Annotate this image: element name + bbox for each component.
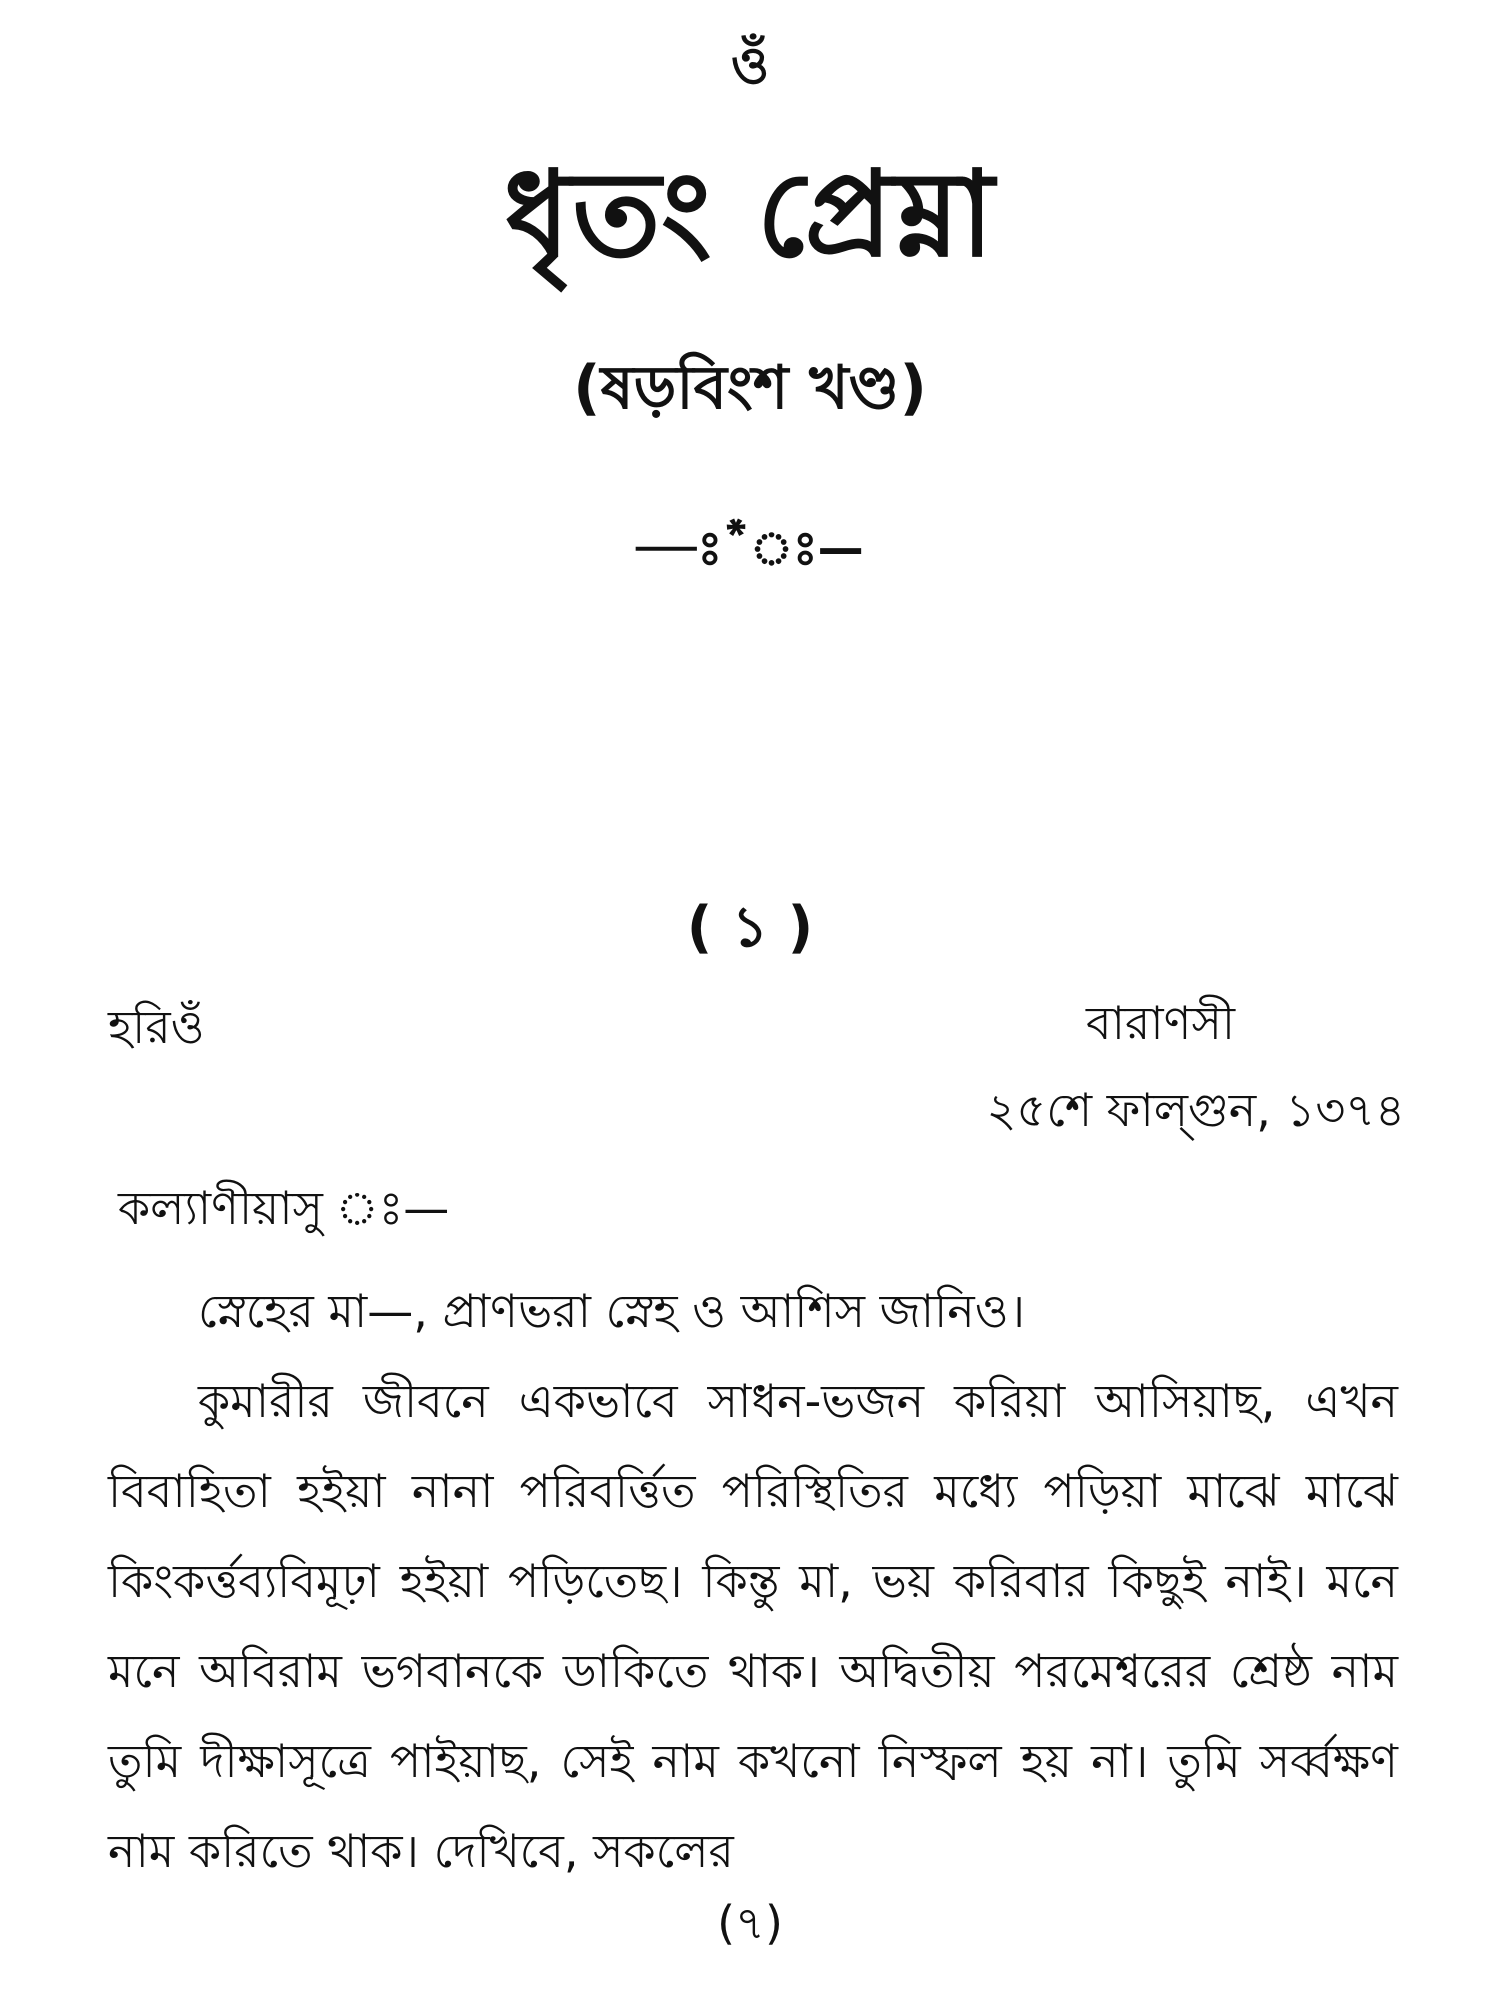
paragraph-main: কুমারীর জীবনে একভাবে সাধন-ভজন করিয়া আসিয়াছ, এখন বিবাহিতা হইয়া নানা পরিবর্ত্তিত পরিস্থিতির মধ্যে পড়িয়া মাঝে মাঝে কিংকর্ত্তব্যবিমূঢ়া হইয়া পড়িতেছ। কিন্তু মা, ভয় করিবার কিছুই নাই। মনে মনে অবিরাম ভগবানকে ডাকিতে থাক। অদ্বিতীয় পরমেশ্বরের শ্রেষ্ঠ নাম তুমি দীক্ষাসূত্রে পাইয়াছ, সেই নাম কখনো নিস্ফল হয় না। তুমি সর্ব্বক্ষণ নাম করিতে থাক। দেখিবে, সকলের bbox=[108, 1374, 1398, 1878]
letter-body bbox=[108, 1266, 1398, 1896]
letter-addressee: কল্যাণীয়াসু ঃ— bbox=[118, 1181, 450, 1235]
letter-date: ২৫শে ফাল্গুন, ১৩৭৪ bbox=[986, 1083, 1405, 1137]
om-symbol: ওঁ bbox=[730, 36, 770, 96]
volume-subtitle: (ষড়বিংশ খণ্ড) bbox=[573, 353, 927, 423]
paragraph-greeting: স্নেহের মা—, প্রাণভরা স্নেহ ও আশিস জানিও। bbox=[198, 1284, 1026, 1338]
letter-number: ( ১ ) bbox=[686, 895, 814, 960]
letter-place: বারাণসী bbox=[1086, 996, 1235, 1050]
page-number: (৭) bbox=[717, 1896, 783, 1950]
letter-salutation: হরিওঁ bbox=[108, 1000, 205, 1054]
ornamental-divider: —ঃ*ঃ— bbox=[636, 521, 864, 575]
book-title: ধৃতং প্রেম্না bbox=[504, 145, 996, 283]
